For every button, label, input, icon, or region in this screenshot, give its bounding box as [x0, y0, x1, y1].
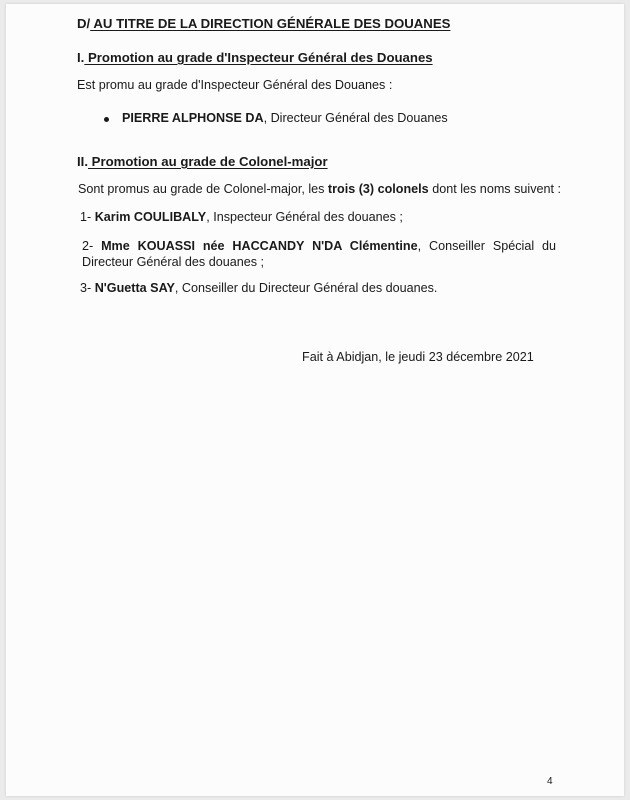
section-1-title: Promotion au grade d'Inspecteur Général des Douanes [84, 50, 433, 65]
section-2-title: Promotion au grade de Colonel-major [88, 154, 328, 169]
heading-title: AU TITRE DE LA DIRECTION GÉNÉRALE DES DOUANES [90, 16, 451, 31]
main-heading [77, 16, 450, 31]
item-number: 3- [80, 281, 95, 295]
person-name: Karim COULIBALY [94, 210, 207, 224]
item-line-1 [82, 238, 556, 254]
bullet-icon [104, 117, 109, 122]
person-role: , Conseiller Spécial du [417, 239, 557, 253]
section-2-intro [78, 182, 561, 196]
item-number: 1- [80, 210, 95, 224]
intro-text: Sont promus au grade de Colonel-major, les [78, 182, 328, 196]
section-1-heading [77, 50, 433, 65]
person-name: N'Guetta SAY [94, 281, 175, 295]
intro-bold-text: trois (3) colonels [327, 182, 429, 196]
heading-prefix: D/ [77, 16, 91, 31]
list-item [82, 238, 556, 270]
person-role: , Directeur Général des Douanes [263, 111, 448, 125]
person-role: , Conseiller du Directeur Général des douanes. [174, 281, 438, 295]
section-2-number: II. [77, 154, 88, 169]
page-number: 4 [547, 776, 553, 787]
section-1-intro: Est promu au grade d'Inspecteur Général des Douanes : [77, 78, 393, 92]
document-page [6, 4, 624, 796]
person-name: PIERRE ALPHONSE DA [122, 111, 264, 125]
intro-text-end: dont les noms suivent : [428, 182, 562, 196]
section-1-number: I. [77, 50, 85, 65]
person-role-continued: Directeur Général des douanes ; [82, 255, 265, 269]
list-item [80, 210, 403, 224]
person-role: , Inspecteur Général des douanes ; [206, 210, 403, 224]
person-name: Mme KOUASSI née HACCANDY N'DA Clémentine [101, 239, 418, 253]
list-item [80, 281, 437, 295]
section-2-heading [77, 154, 328, 169]
item-number: 2- [82, 239, 102, 253]
list-item [122, 111, 448, 125]
signature-place-date: Fait à Abidjan, le jeudi 23 décembre 2021 [302, 350, 534, 364]
